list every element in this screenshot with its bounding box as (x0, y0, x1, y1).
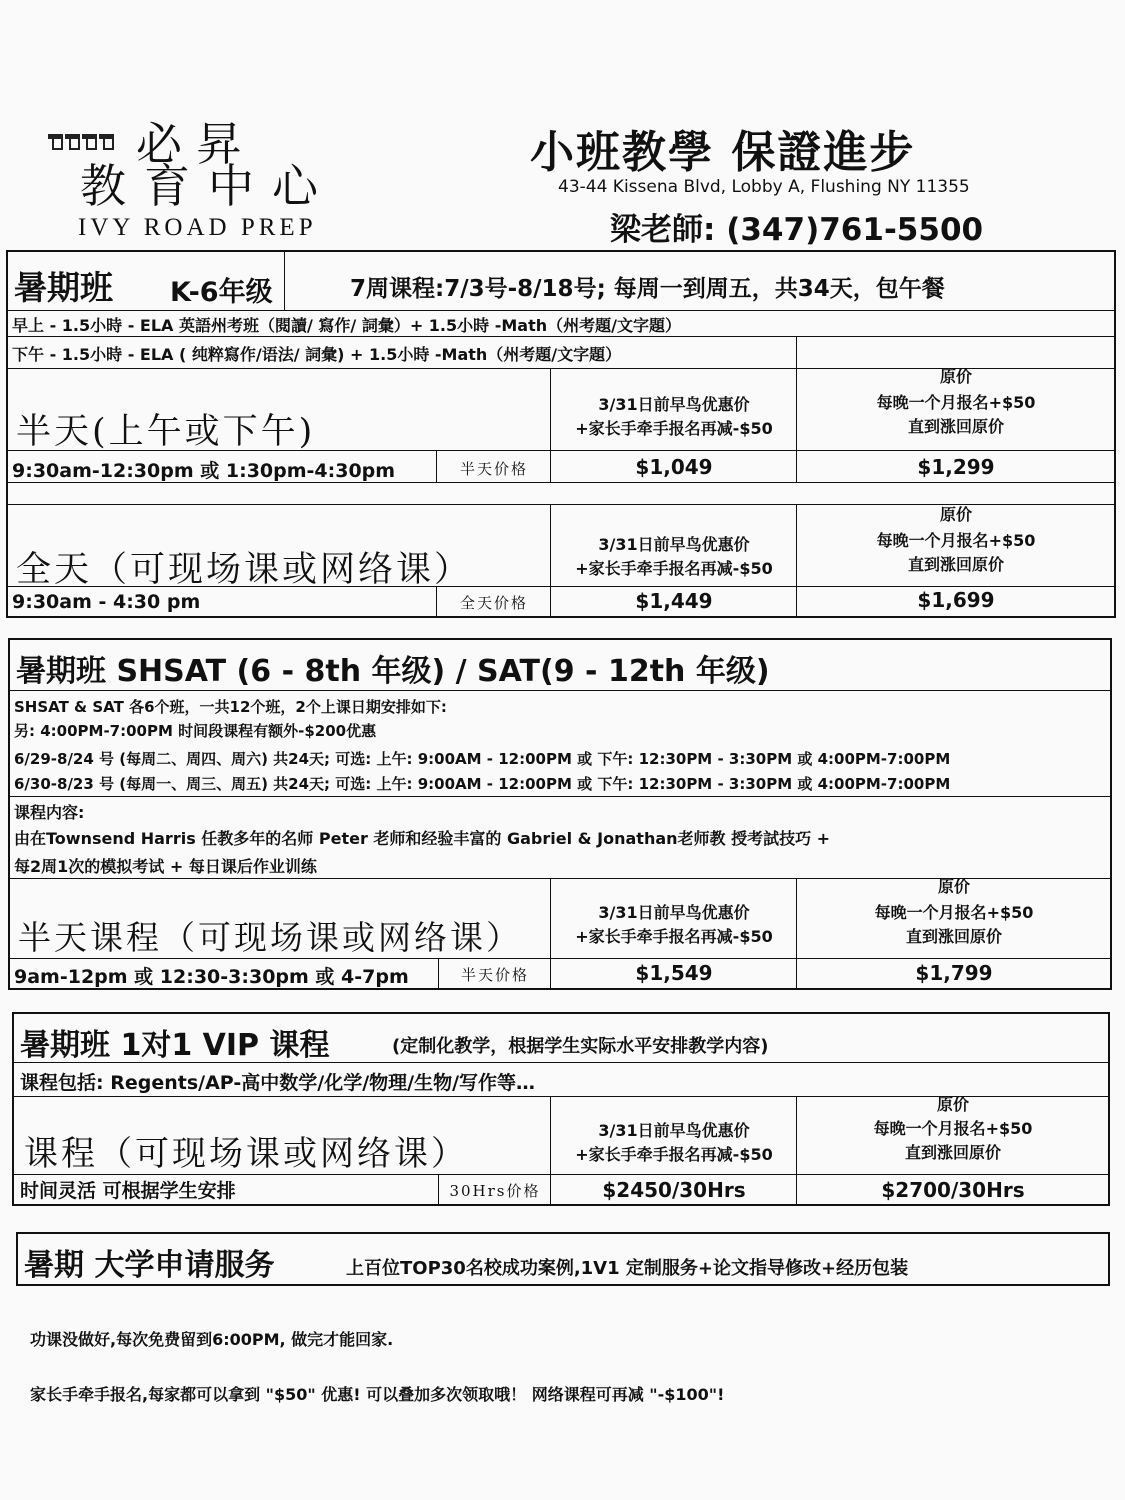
slogan: 小班教學 保證進步 (530, 127, 916, 178)
college-box (16, 1232, 1110, 1286)
k6-full-time: 9:30am - 4:30 pm (12, 591, 201, 613)
k6-table (6, 250, 1116, 618)
k6-grade: K-6年级 (170, 277, 273, 308)
shsat-table (8, 638, 1112, 990)
graduation-cap-icon (65, 132, 80, 150)
college-title: 暑期 大学申请服务 (24, 1248, 275, 1283)
college-desc: 上百位TOP30名校成功案例,1V1 定制服务+论文指导修改+经历包装 (346, 1258, 909, 1279)
k6-half-early-price: $1,049 (635, 455, 713, 479)
k6-full-early-price: $1,449 (635, 589, 713, 613)
k6-half-early-line2: +家长手牵手报名再减-$50 (575, 419, 773, 438)
shsat-half-label: 半天价格 (460, 966, 529, 984)
k6-half-orig-line2: 每晚一个月报名+$50 (876, 393, 1036, 412)
address: 43-44 Kissena Blvd, Lobby A, Flushing NY 11355 (558, 177, 970, 197)
vip-orig-line1: 原价 (936, 1095, 969, 1114)
k6-half-name: 半天(上午或下午) (16, 412, 316, 452)
vip-early-line1: 3/31日前早鸟优惠价 (598, 1121, 750, 1140)
vip-early-price: $2450/30Hrs (602, 1178, 746, 1202)
shsat-content1: 由在Townsend Harris 任教多年的名师 Peter 老师和经验丰富的 Gabriel & Jonathan老师教 授考試技巧 + (14, 829, 831, 848)
shsat-half-orig-line2: 每晚一个月报名+$50 (874, 903, 1034, 922)
graduation-cap-icon (82, 132, 97, 150)
logo-chinese-line2: 教育中心 (80, 159, 336, 213)
phone: 梁老師: (347)761-5500 (610, 212, 984, 248)
k6-schedule: 7周课程:7/3号-8/18号; 每周一到周五，共34天，包午餐 (350, 276, 945, 302)
shsat-info2: 另: 4:00PM-7:00PM 时间段课程有额外-$200优惠 (14, 722, 377, 740)
shsat-half-early-line1: 3/31日前早鸟优惠价 (598, 903, 750, 922)
graduation-cap-icon (48, 132, 63, 150)
shsat-half-orig-line3: 直到涨回原价 (905, 927, 1002, 946)
shsat-info3: 6/29-8/24 号 (每周二、周四、周六) 共24天; 可选: 上午: 9:00AM - 12:00PM 或 下午: 12:30PM - 3:30PM 或 4:00PM-7:00PM (14, 750, 951, 768)
shsat-content-title: 课程内容: (14, 803, 85, 822)
vip-orig-price: $2700/30Hrs (881, 1178, 1025, 1202)
k6-full-name: 全天（可现场课或网络课） (16, 550, 473, 590)
shsat-info4: 6/30-8/23 号 (每周一、周三、周五) 共24天; 可选: 上午: 9:00AM - 12:00PM 或 下午: 12:30PM - 3:30PM 或 4:00PM-7:00PM (14, 775, 951, 793)
vip-name: 课程（可现场课或网络课） (24, 1134, 468, 1174)
vip-label: 30Hrs价格 (449, 1182, 541, 1200)
vip-subjects: 课程包括: Regents/AP-高中数学/化学/物理/生物/写作等… (20, 1072, 536, 1094)
shsat-half-early-line2: +家长手牵手报名再减-$50 (575, 927, 773, 946)
k6-full-label: 全天价格 (459, 594, 528, 612)
shsat-info1: SHSAT & SAT 各6个班，一共12个班，2个上课日期安排如下: (14, 698, 447, 716)
shsat-half-time: 9am-12pm 或 12:30-3:30pm 或 4-7pm (14, 966, 409, 988)
vip-title: 暑期班 1对1 VIP 课程 (20, 1028, 330, 1063)
k6-full-early-line2: +家长手牵手报名再减-$50 (575, 559, 773, 578)
vip-table (12, 1012, 1110, 1206)
shsat-content2: 每2周1次的模拟考试 + 每日课后作业训练 (14, 857, 317, 876)
k6-half-early-line1: 3/31日前早鸟优惠价 (598, 395, 750, 414)
k6-title: 暑期班 (14, 268, 113, 307)
vip-time: 时间灵活 可根据学生安排 (20, 1180, 236, 1202)
logo-english: IVY ROAD PREP (78, 214, 317, 241)
k6-full-orig-line2: 每晚一个月报名+$50 (876, 531, 1036, 550)
k6-full-early-line1: 3/31日前早鸟优惠价 (598, 535, 750, 554)
k6-half-label: 半天价格 (459, 460, 528, 478)
shsat-half-orig-line1: 原价 (937, 877, 970, 896)
k6-full-orig-line1: 原价 (939, 505, 972, 524)
vip-early-line2: +家长手牵手报名再减-$50 (575, 1145, 773, 1164)
shsat-half-early-price: $1,549 (635, 961, 713, 985)
k6-half-orig-line1: 原价 (939, 367, 972, 386)
shsat-half-name: 半天课程（可现场课或网络课） (18, 918, 522, 957)
k6-afternoon: 下午 - 1.5小時 - ELA ( 纯粹寫作/语法/ 詞彙) + 1.5小時 -Math（州考題/文字題） (12, 345, 622, 364)
vip-subtitle: (定制化教学，根据学生实际水平安排教学内容) (392, 1036, 769, 1057)
vip-orig-line3: 直到涨回原价 (904, 1143, 1001, 1162)
k6-half-time: 9:30am-12:30pm 或 1:30pm-4:30pm (12, 460, 396, 482)
shsat-title: 暑期班 SHSAT (6 - 8th 年级) / SAT(9 - 12th 年级) (16, 654, 770, 689)
k6-full-orig-price: $1,699 (917, 588, 995, 612)
note-homework: 功课没做好,每次免费留到6:00PM, 做完才能回家. (30, 1330, 394, 1349)
shsat-half-orig-price: $1,799 (915, 961, 993, 985)
vip-orig-line2: 每晚一个月报名+$50 (873, 1119, 1033, 1138)
graduation-cap-icons (48, 132, 114, 150)
graduation-cap-icon (99, 132, 114, 150)
logo-chinese-line1: 必昇 (136, 117, 256, 171)
k6-half-orig-price: $1,299 (917, 455, 995, 479)
k6-half-orig-line3: 直到涨回原价 (907, 417, 1004, 436)
k6-morning: 早上 - 1.5小時 - ELA 英語州考班（閱讀/ 寫作/ 詞彙）+ 1.5小時 -Math（州考題/文字題） (12, 316, 681, 335)
note-discount: 家长手牵手报名,每家都可以拿到 "$50" 优惠! 可以叠加多次领取哦！ 网络课程可再减 "-$100"! (30, 1385, 725, 1404)
k6-full-orig-line3: 直到涨回原价 (907, 555, 1004, 574)
